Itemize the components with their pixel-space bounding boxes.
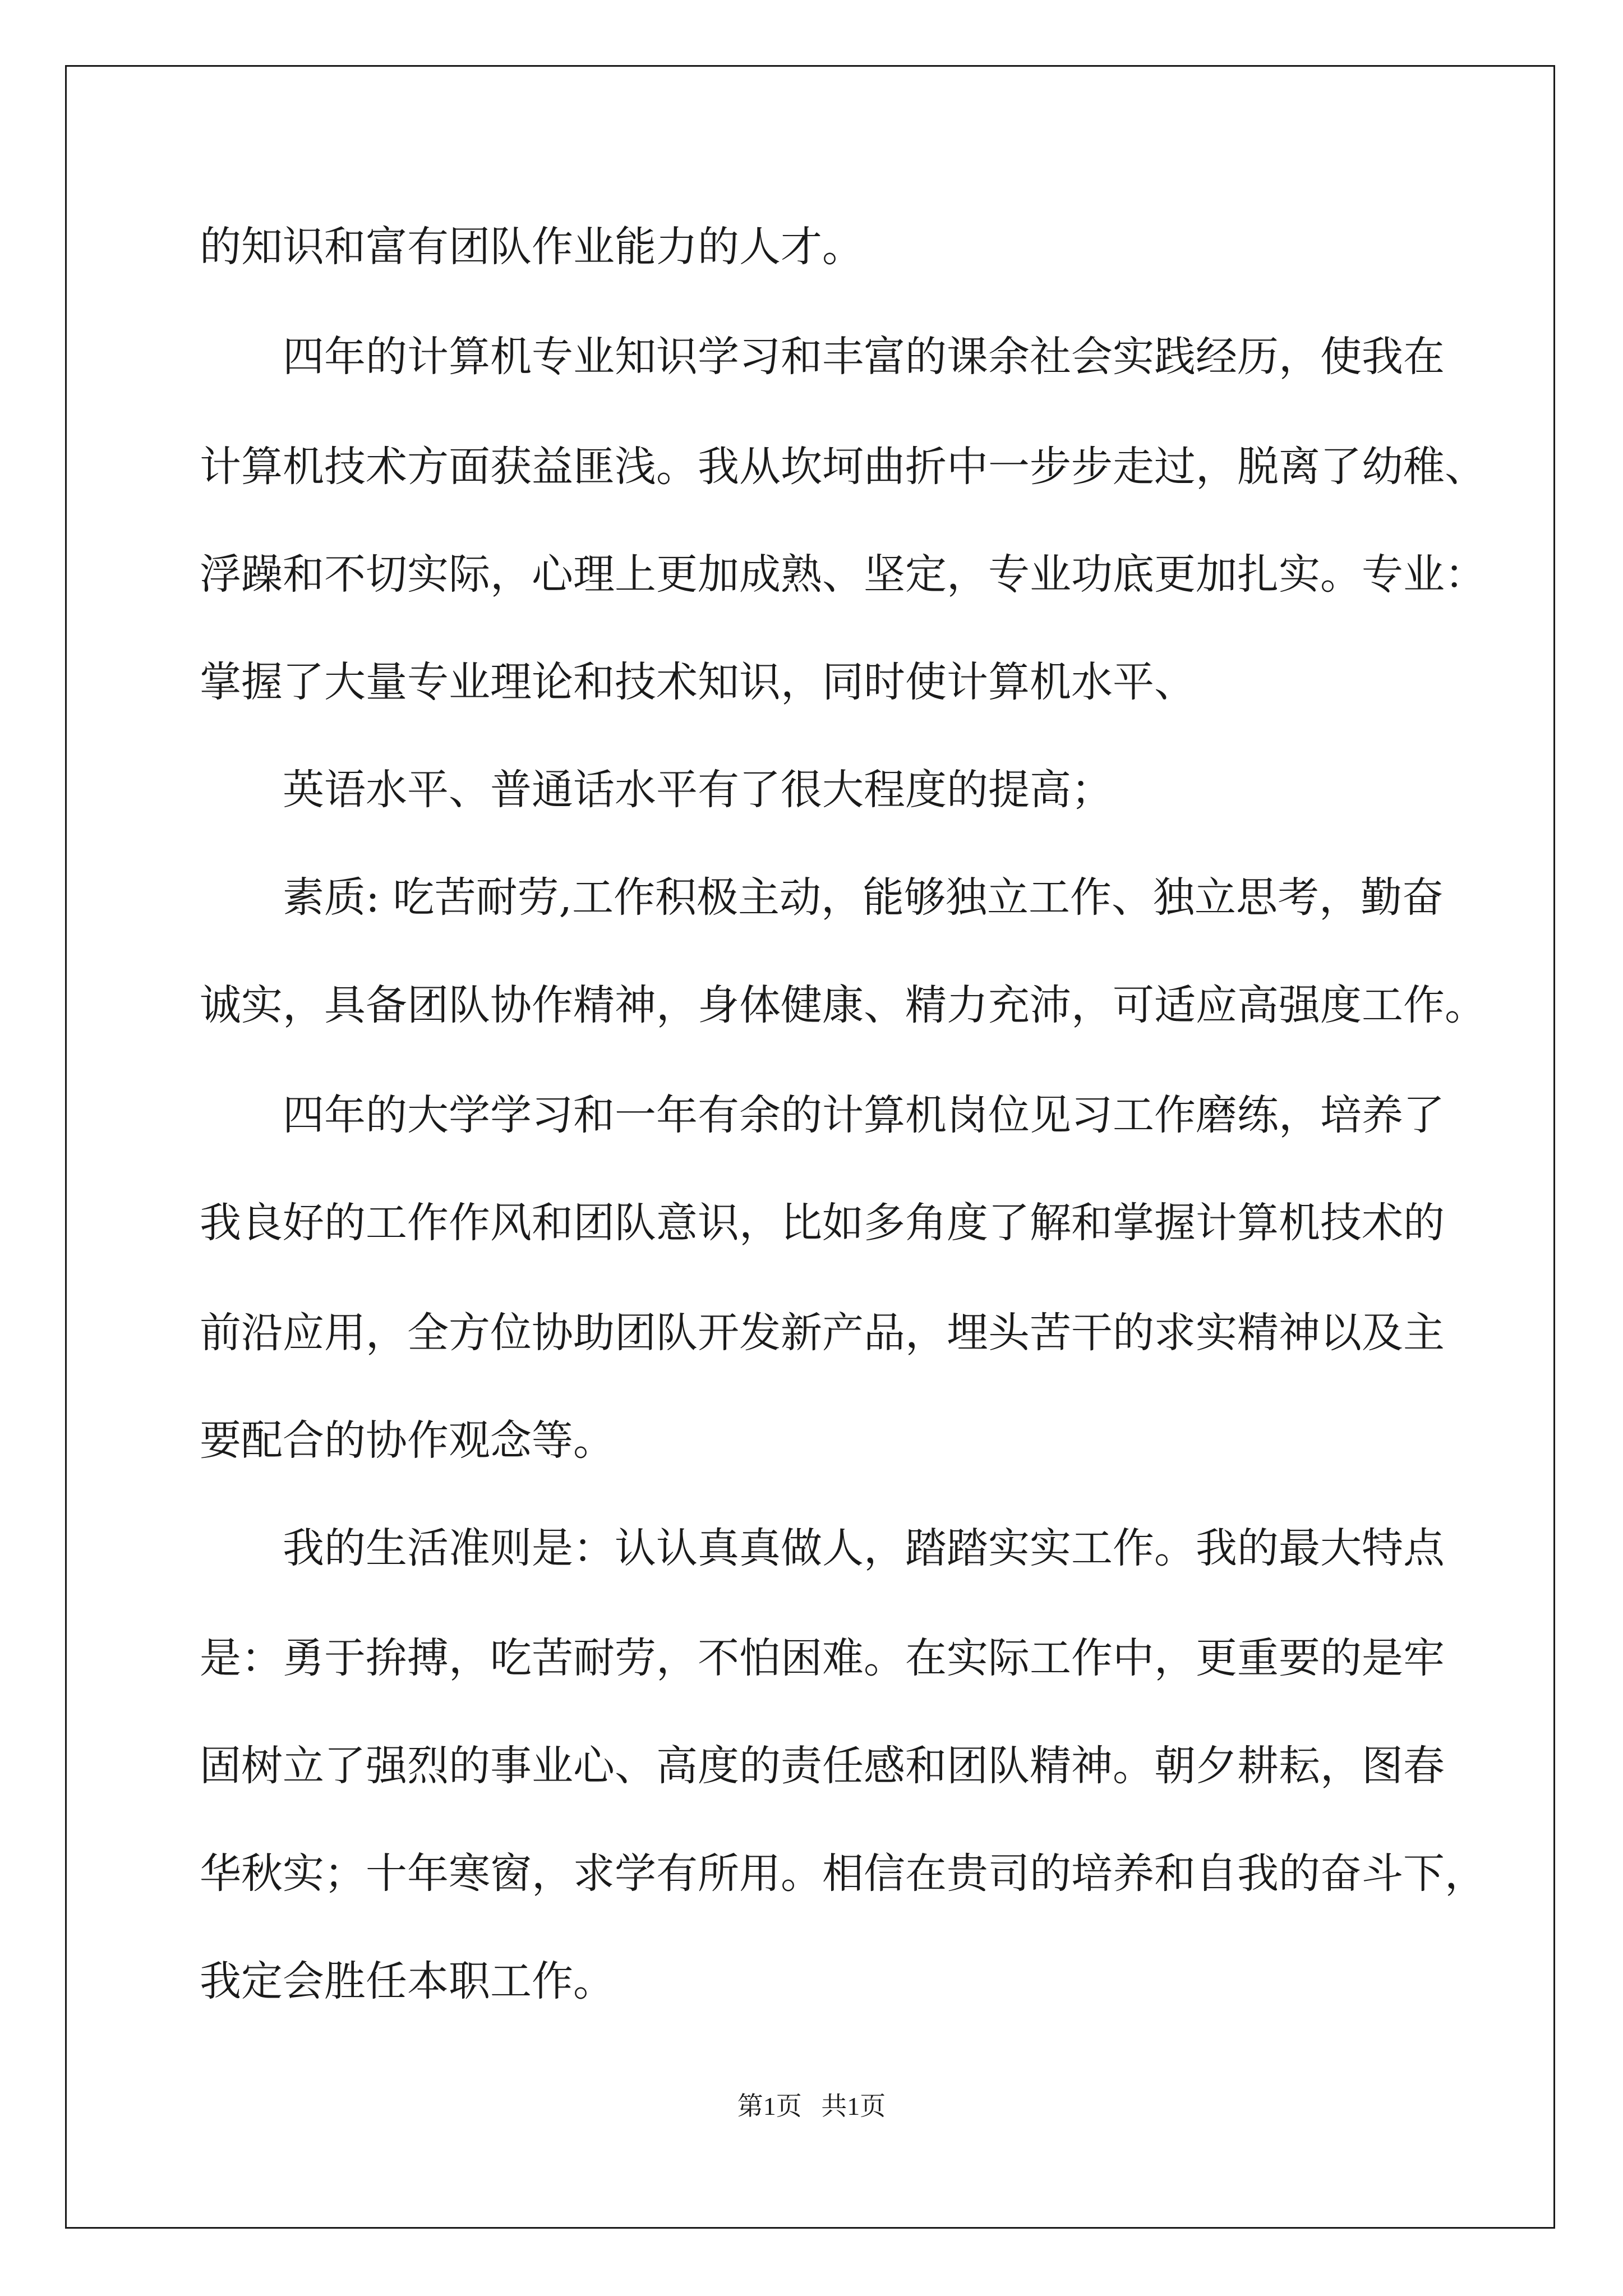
text-line: 掌握了大量专业理论和技术知识，同时使计算机水平、: [200, 658, 1196, 706]
text-line: 我定会胜任本职工作。: [200, 1957, 615, 2005]
text-line: 前沿应用，全方位协助团队开发新产品，埋头苦干的求实精神以及主: [200, 1309, 1445, 1357]
text-line: 我的生活准则是：认认真真做人，踏踏实实工作。我的最大特点: [283, 1524, 1445, 1572]
text-line: 我良好的工作作风和团队意识，比如多角度了解和掌握计算机技术的: [200, 1199, 1445, 1247]
text-line: 浮躁和不切实际，心理上更加成熟、坚定，专业功底更加扎实。专业：: [200, 550, 1486, 599]
text-line: 素质: 吃苦耐劳,工作积极主动，能够独立工作、独立思考，勤奋: [283, 873, 1444, 922]
text-line: 四年的计算机专业知识学习和丰富的课余社会实践经历，使我在: [283, 333, 1445, 381]
text-line: 计算机技术方面获益匪浅。我从坎坷曲折中一步步走过，脱离了幼稚、: [200, 443, 1486, 491]
text-line: 固树立了强烈的事业心、高度的责任感和团队精神。朝夕耕耘，图春: [200, 1742, 1445, 1790]
text-line: 四年的大学学习和一年有余的计算机岗位见习工作磨练，培养了: [283, 1091, 1445, 1139]
page-number: 第1页 共1页: [737, 2092, 886, 2120]
text-line: 华秋实；十年寒窗，求学有所用。相信在贵司的培养和自我的奋斗下，: [200, 1849, 1486, 1898]
page-border: [65, 65, 1555, 2229]
text-line: 诚实，具备团队协作精神，身体健康、精力充沛，可适应高强度工作。: [200, 981, 1486, 1029]
text-line: 要配合的协作观念等。: [200, 1416, 615, 1465]
text-line: 的知识和富有团队作业能力的人才。: [200, 223, 864, 271]
text-line: 是：勇于拚搏，吃苦耐劳，不怕困难。在实际工作中，更重要的是牢: [200, 1634, 1445, 1682]
text-line: 英语水平、普通话水平有了很大程度的提高；: [283, 766, 1113, 814]
